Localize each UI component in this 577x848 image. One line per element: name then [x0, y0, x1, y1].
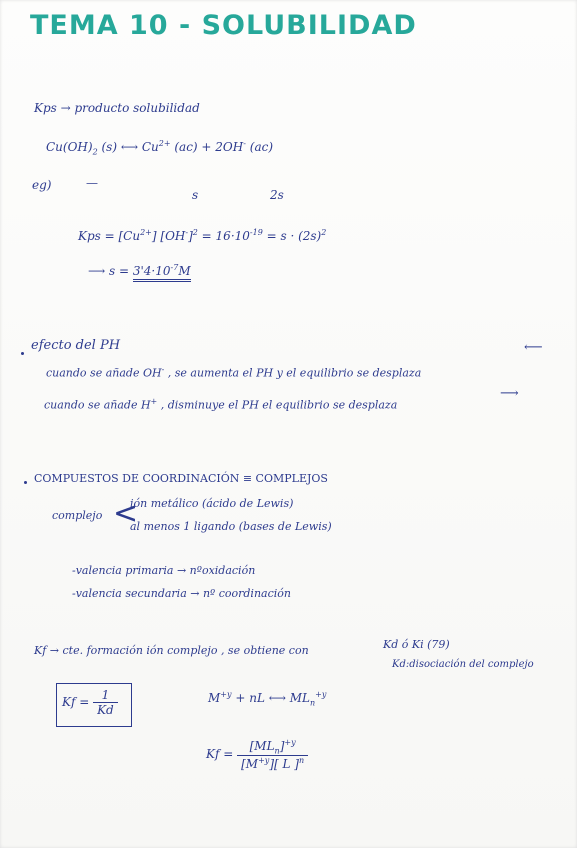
reaction-cu-charge: 2+ [158, 139, 171, 148]
kd-ki-label: Kd ó Ki (79) [383, 638, 450, 651]
kf-expr-fraction [237, 738, 308, 771]
complex-eq-b: + nL ⟷ ML [231, 691, 310, 705]
kf-definition: Kf → cte. formación ión complejo , se obtiene con [34, 644, 309, 657]
complex-eq-charge: +y [315, 690, 327, 699]
reaction-left-sub: 2 [92, 147, 98, 157]
result-value [133, 264, 191, 282]
solubility-result [88, 263, 191, 278]
kf-expr-num-end: ] [279, 739, 285, 753]
reaction-left: Cu(OH) [46, 140, 93, 154]
kf-denominator: Kd [97, 703, 114, 717]
initial-dash: — [86, 176, 98, 190]
kf-expr-den-end: ][ L ] [269, 757, 299, 772]
complex-eq-n: n [310, 698, 316, 708]
kps-eq-c-sup: 2 [192, 228, 198, 237]
kps-eq-a-sup: 2+ [140, 228, 152, 237]
reaction-oh-state: (ac) [245, 140, 274, 154]
valencia-secundaria: -valencia secundaria → nº coordinación [72, 587, 291, 600]
kps-eq-b-sup: - [185, 228, 189, 237]
kps-eq-b: ] [OH [151, 229, 186, 243]
reaction-cu-state: (ac) + 2OH [170, 140, 244, 154]
ph-line-oh [46, 365, 421, 380]
complejo-item-ligand: al menos 1 ligando (bases de Lewis) [130, 520, 332, 533]
ph-line-oh-sup: - [161, 365, 165, 374]
result-exponent: -7 [170, 263, 179, 272]
kf-fraction [93, 688, 118, 717]
ph-line-oh-a: cuando se añade OH [46, 366, 162, 380]
ph-line-h-b: , disminuye el PH el equilibrio se desplaza [157, 398, 398, 412]
coordination-title: COMPUESTOS DE COORDINACIÓN ≡ COMPLEJOS [34, 472, 328, 485]
kf-formula [62, 688, 118, 717]
reaction-left-state: (s) ⟷ [97, 140, 142, 154]
kps-eq-e-sup: 2 [321, 228, 327, 237]
kf-expr-den-a: [M [241, 757, 259, 772]
reaction-oh-charge: - [243, 139, 246, 148]
eg-label: eg) [32, 178, 52, 192]
kf-expr-denominator [237, 756, 308, 771]
result-number: 3'4·10 [132, 264, 171, 278]
kps-eq-c: ] [188, 229, 193, 243]
cu-concentration: s [192, 188, 199, 202]
complex-formation-equation [208, 690, 326, 707]
kps-equation [78, 228, 326, 243]
oh-concentration: 2s [270, 188, 284, 202]
left-arrow-icon: ⟵ [524, 340, 543, 355]
ph-line-oh-b: , se aumenta el PH y el equilibrio se desplaza [164, 366, 422, 380]
kf-lhs: Kf = [62, 695, 94, 709]
kf-expr-den-sup: +y [258, 756, 270, 766]
kf-expr-num-a: [ML [249, 739, 275, 753]
bullet-icon [24, 481, 27, 484]
kps-eq-d: = 16·10 [197, 229, 250, 243]
ph-section-title: efecto del PH [31, 338, 121, 353]
right-arrow-icon: ⟶ [500, 386, 519, 401]
kd-note: Kd:disociación del complejo [392, 659, 534, 670]
complex-eq-m: M [208, 691, 221, 705]
kps-eq-a: Kps = [Cu [78, 229, 141, 243]
complex-eq-m-charge: +y [220, 690, 232, 699]
bullet-icon [21, 352, 24, 355]
kf-expr-num-sup: +y [284, 738, 296, 747]
kf-expr-numerator [237, 738, 308, 756]
kps-eq-e: = s · (2s) [262, 229, 322, 243]
kps-eq-d-sup: -19 [249, 228, 263, 237]
reaction-cu: Cu [141, 140, 159, 154]
kf-expression [206, 738, 308, 771]
result-arrow: ⟶ s = [88, 264, 133, 278]
page-title: TEMA 10 - SOLUBILIDAD [30, 10, 417, 41]
ph-line-h-a: cuando se añade H [44, 398, 151, 412]
kf-expr-num-sub: n [274, 746, 280, 756]
brace-icon: < [113, 496, 139, 531]
kf-numerator: 1 [93, 688, 118, 703]
result-unit: M [178, 264, 191, 278]
kps-definition: Kps → producto solubilidad [34, 101, 200, 115]
ph-line-h [44, 397, 397, 412]
valencia-primaria: -valencia primaria → nºoxidación [72, 564, 256, 577]
complejo-item-metal: ión metálico (ácido de Lewis) [130, 497, 294, 510]
complejo-label: complejo [52, 509, 103, 522]
kf-expr-lhs: Kf = [206, 747, 234, 762]
kf-expr-den-sup2: n [298, 756, 305, 766]
dissolution-reaction [46, 139, 273, 156]
ph-line-h-sup: + [150, 397, 158, 406]
